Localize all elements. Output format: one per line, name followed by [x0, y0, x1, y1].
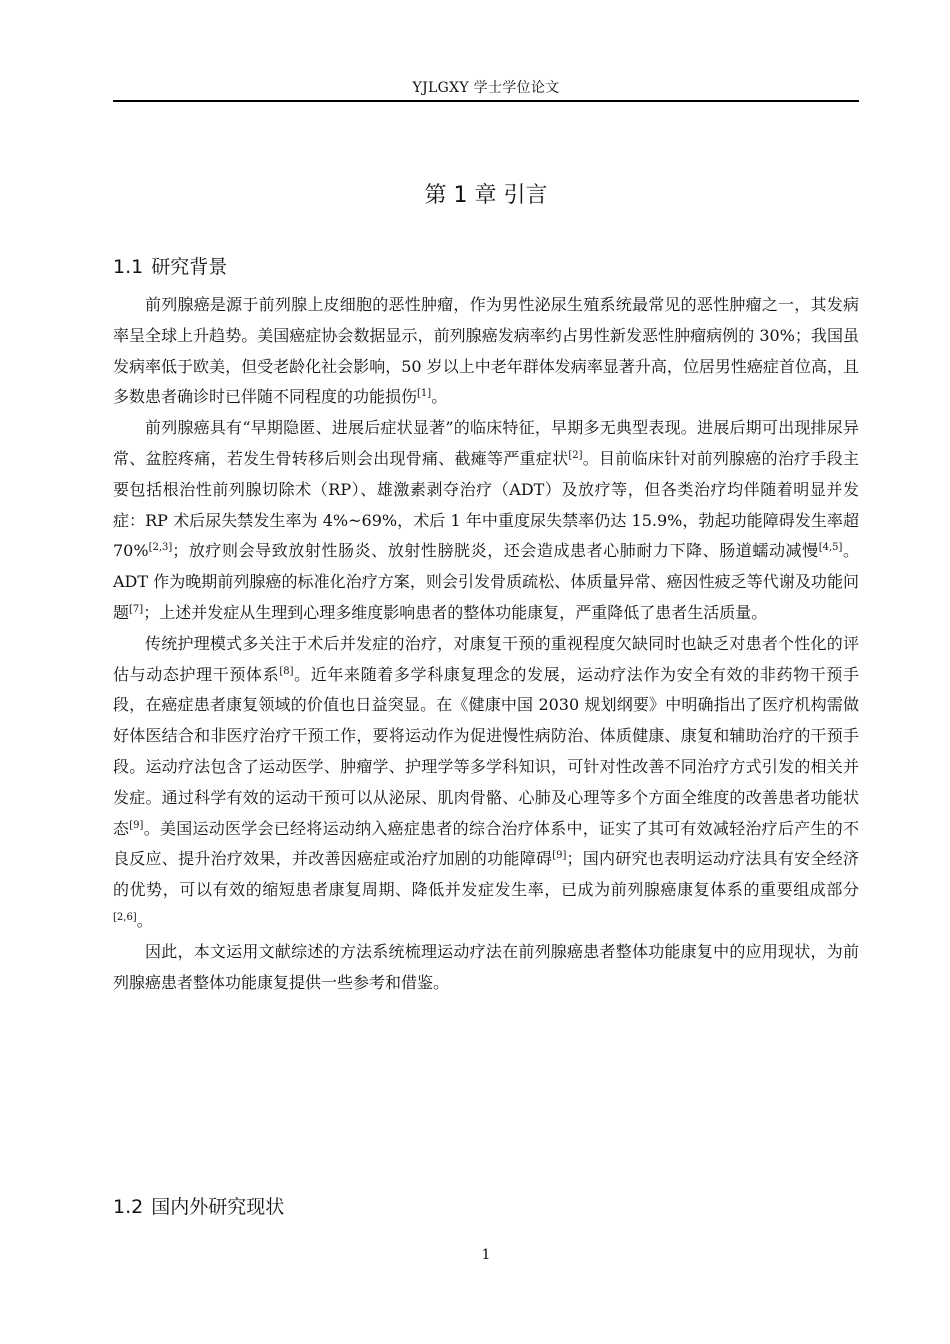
text-run: ；国内研究也表明运动疗法具有安全经济的优势，可以有效的缩短患者康复周期、降低并发症发生率，已成为前列腺癌康复体系的重要组成部分: [113, 849, 859, 900]
text-run: 因此，本文运用文献综述的方法系统梳理运动疗法在前列腺癌患者整体功能康复中的应用现状，为前列腺癌患者整体功能康复提供一些参考和借鉴。: [113, 941, 859, 992]
text-run: ；放疗则会导致放射性肠炎、放射性膀胱炎，还会造成患者心肺耐力下降、肠道蠕动减慢: [172, 541, 819, 561]
section-number: 1.1: [113, 256, 144, 278]
text-run: 。ADT 作为晚期前列腺癌的标准化治疗方案，则会引发骨质疏松、体质量异常、癌因性疲乏等代谢及功能问题: [113, 541, 859, 622]
section-heading-1-2: [113, 1192, 284, 1219]
body-text: [113, 290, 859, 998]
page-number: 1: [481, 1247, 491, 1263]
citation-ref: [2,6]: [113, 911, 137, 923]
citation-ref: [9]: [129, 819, 144, 831]
citation-ref: [9]: [552, 850, 567, 862]
citation-ref: [7]: [129, 603, 144, 615]
chapter-title: 第 1 章 引言: [424, 183, 548, 208]
citation-ref: [2]: [568, 449, 583, 461]
header-rule: [113, 100, 859, 102]
text-run: 。: [431, 387, 448, 407]
citation-ref: [1]: [417, 388, 432, 400]
section-title: 国内外研究现状: [151, 1196, 285, 1218]
paragraph: [113, 937, 859, 999]
text-run: 前列腺癌是源于前列腺上皮细胞的恶性肿瘤，作为男性泌尿生殖系统最常见的恶性肿瘤之一，其发病率呈全球上升趋势。美国癌症协会数据显示，前列腺癌发病率约占男性新发恶性肿瘤病例的 30%；我国虽发病率低于欧美，但受老龄化社会影响，50 岁以上中老年群体发病率显著升高，位居男性癌症首位高，且多数患者确诊时已伴随不同程度的功能损伤: [113, 295, 859, 407]
paragraph: [113, 290, 859, 413]
citation-ref: [4,5]: [818, 542, 843, 554]
citation-ref: [2,3]: [148, 542, 173, 554]
text-run: 前列腺癌具有“早期隐匿、进展后症状显著”的临床特征，早期多无典型表现。进展后期可出现排尿异常、盆腔疼痛，若发生骨转移后则会出现骨痛、截瘫等严重症状: [113, 418, 859, 468]
text-run: 。近年来随着多学科康复理念的发展，运动疗法作为安全有效的非药物干预手段，在癌症患者康复领域的价值也日益突显。在《健康中国 2030 规划纲要》中明确指出了医疗机构需做好体医结合和非医疗治疗干预工作，要将运动作为促进慢性病防治、体质健康、康复和辅助治疗的干预手段。运动疗法包含了运动医学、肿瘤学、护理学等多学科知识，可针对性改善不同治疗方式引发的相关并发症。通过科学有效的运动干预可以从泌尿、肌肉骨骼、心肺及心理等多个方面全维度的改善患者功能状态: [113, 664, 859, 838]
section-number: 1.2: [113, 1196, 144, 1218]
running-header: YJLGXY 学士学位论文: [412, 80, 560, 96]
paragraph: [113, 629, 859, 937]
section-heading-1-1: [113, 252, 227, 279]
paragraph: [113, 413, 859, 629]
text-run: 。: [136, 910, 153, 930]
section-title: 研究背景: [151, 256, 228, 278]
text-run: ；上述并发症从生理到心理多维度影响患者的整体功能康复，严重降低了患者生活质量。: [143, 602, 768, 622]
text-run: 传统护理模式多关注于术后并发症的治疗，对康复干预的重视程度欠缺同时也缺乏对患者个性化的评估与动态护理干预体系: [113, 633, 859, 684]
text-run: 。美国运动医学会已经将运动纳入癌症患者的综合治疗体系中，证实了其可有效减轻治疗后产生的不良反应、提升治疗效果，并改善因癌症或治疗加剧的功能障碍: [113, 818, 859, 869]
citation-ref: [8]: [279, 665, 294, 677]
text-run: 。目前临床针对前列腺癌的治疗手段主要包括根治性前列腺切除术（RP）、雄激素剥夺治疗（ADT）及放疗等，但各类治疗均伴随着明显并发症：RP 术后尿失禁发生率为 4%~69%，术后 1 年中重度尿失禁率仍达 15.9%，勃起功能障碍发生率超 70%: [113, 448, 859, 561]
